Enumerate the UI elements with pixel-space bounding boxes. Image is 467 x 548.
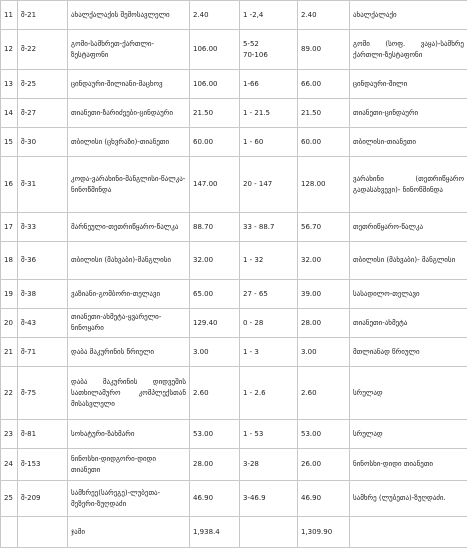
km-range-cell: 1-66	[240, 70, 298, 99]
total-length-cell: 2.60	[190, 367, 240, 420]
table-row	[1, 128, 467, 157]
total-length-sum-cell: 1,938.4	[190, 517, 240, 548]
total-length-cell: 46.90	[190, 481, 240, 517]
road-name-cell: დაბა მაკურინის დიდვეშის სათხილამურო კომპლექსთან მისასვლელი	[68, 367, 190, 420]
fixed-length-sum-cell: 1,309.90	[298, 517, 350, 548]
km-range-cell: 1 - 2.6	[240, 367, 298, 420]
row-number-cell: 12	[1, 30, 18, 70]
road-code-cell: შ-71	[18, 338, 68, 367]
fixed-section-cell: ცინდაური-შილი	[350, 70, 467, 99]
road-code-cell: შ-27	[18, 99, 68, 128]
fixed-length-cell: 21.50	[298, 99, 350, 128]
road-code-cell: შ-36	[18, 242, 68, 280]
total-label-cell: ჯამი	[68, 517, 190, 548]
table-row	[1, 420, 467, 449]
table-row	[1, 338, 467, 367]
road-name-cell: ახალქალაქის შემოსავლელი	[68, 1, 190, 30]
road-code-cell: შ-21	[18, 1, 68, 30]
empty-cell	[1, 517, 18, 548]
km-range-cell: 1 - 21.5	[240, 99, 298, 128]
fixed-length-cell: 66.00	[298, 70, 350, 99]
fixed-section-cell: ვარახინი (თეთრიწყარო გადასახვევი)- ნინოწმინდა	[350, 157, 467, 213]
table-row	[1, 99, 467, 128]
road-code-cell: შ-81	[18, 420, 68, 449]
row-number-cell: 14	[1, 99, 18, 128]
road-code-cell: შ-153	[18, 449, 68, 481]
fixed-section-cell: სრულად	[350, 420, 467, 449]
km-range-cell: 1 - 53	[240, 420, 298, 449]
km-range-cell: 27 - 65	[240, 280, 298, 309]
fixed-length-cell: 2.40	[298, 1, 350, 30]
total-length-cell: 53.00	[190, 420, 240, 449]
total-length-cell: 28.00	[190, 449, 240, 481]
fixed-section-cell: სრულად	[350, 367, 467, 420]
table-row	[1, 242, 467, 280]
km-range-cell: 33 - 88.7	[240, 213, 298, 242]
road-name-cell: თბილისი (მახვაბი)-მანგლისი	[68, 242, 190, 280]
road-code-cell: შ-209	[18, 481, 68, 517]
fixed-length-cell: 3.00	[298, 338, 350, 367]
fixed-section-cell: თიანეთი-ახმეტა	[350, 309, 467, 338]
km-range-cell: 5-52 70-106	[240, 30, 298, 70]
row-number-cell: 19	[1, 280, 18, 309]
road-code-cell: შ-22	[18, 30, 68, 70]
km-range-cell: 3-46.9	[240, 481, 298, 517]
fixed-length-cell: 60.00	[298, 128, 350, 157]
table-row	[1, 1, 467, 30]
km-range-cell: 1 - 60	[240, 128, 298, 157]
fixed-section-cell: ნინოსხი-დიდი თიანეთი	[350, 449, 467, 481]
total-length-cell: 106.00	[190, 30, 240, 70]
road-name-cell: ცინდაური-შილიანი-მაცხოვ	[68, 70, 190, 99]
total-row	[1, 517, 467, 548]
table-row	[1, 280, 467, 309]
road-name-cell: კოდა-ვარახინი-მანგლისი-წალკა-ნინოწმინდა	[68, 157, 190, 213]
road-code-cell: შ-33	[18, 213, 68, 242]
fixed-section-cell: გომი (სოფ. ვაყა)-სამხრე ქართლი-ზესტაფონი	[350, 30, 467, 70]
row-number-cell: 13	[1, 70, 18, 99]
fixed-section-cell: თბილისი (მახვაბი)- მანგლისი	[350, 242, 467, 280]
row-number-cell: 20	[1, 309, 18, 338]
km-range-cell: 3-28	[240, 449, 298, 481]
table-body	[1, 1, 467, 548]
fixed-length-cell: 89.00	[298, 30, 350, 70]
row-number-cell: 25	[1, 481, 18, 517]
empty-cell	[350, 517, 467, 548]
row-number-cell: 21	[1, 338, 18, 367]
road-name-cell: ვაზიანი-გომბორი-თელავი	[68, 280, 190, 309]
total-length-cell: 32.00	[190, 242, 240, 280]
road-name-cell: სოხატური-ზახმარი	[68, 420, 190, 449]
table-row	[1, 367, 467, 420]
table-row	[1, 30, 467, 70]
fixed-length-cell: 39.00	[298, 280, 350, 309]
total-length-cell: 2.40	[190, 1, 240, 30]
fixed-length-cell: 32.00	[298, 242, 350, 280]
fixed-section-cell: სამხრე (ლუბეთა)-ზუღდაძი.	[350, 481, 467, 517]
row-number-cell: 16	[1, 157, 18, 213]
row-number-cell: 18	[1, 242, 18, 280]
table-row	[1, 309, 467, 338]
row-number-cell: 22	[1, 367, 18, 420]
fixed-section-cell: თბილისი-თიანეთი	[350, 128, 467, 157]
road-name-cell: დაბა მაკურინის წრიული	[68, 338, 190, 367]
fixed-length-cell: 46.90	[298, 481, 350, 517]
row-number-cell: 23	[1, 420, 18, 449]
table-row	[1, 157, 467, 213]
road-code-cell: შ-75	[18, 367, 68, 420]
road-name-cell: მარნეული-თეთრიწყარო-წალკა	[68, 213, 190, 242]
road-name-cell: თიანეთი-ახმეტა-ყვარელი-ნინოყარი	[68, 309, 190, 338]
road-code-cell: შ-25	[18, 70, 68, 99]
row-number-cell: 11	[1, 1, 18, 30]
road-name-cell: ნინოსხი-დიდგორი-დიდი თიანეთი	[68, 449, 190, 481]
table-row	[1, 70, 467, 99]
total-length-cell: 147.00	[190, 157, 240, 213]
km-range-cell: 1 - 32	[240, 242, 298, 280]
total-length-cell: 65.00	[190, 280, 240, 309]
fixed-section-cell: მთლიანად წრიული	[350, 338, 467, 367]
fixed-length-cell: 26.00	[298, 449, 350, 481]
empty-cell	[240, 517, 298, 548]
fixed-length-cell: 53.00	[298, 420, 350, 449]
total-length-cell: 106.00	[190, 70, 240, 99]
fixed-length-cell: 128.00	[298, 157, 350, 213]
road-name-cell: თიანეთი-ზარიძეები-ცინდაური	[68, 99, 190, 128]
fixed-length-cell: 56.70	[298, 213, 350, 242]
row-number-cell: 17	[1, 213, 18, 242]
empty-cell	[18, 517, 68, 548]
fixed-section-cell: ახალქალაქი	[350, 1, 467, 30]
road-code-cell: შ-43	[18, 309, 68, 338]
fixed-section-cell: თიანეთი-ცინდაური	[350, 99, 467, 128]
total-length-cell: 21.50	[190, 99, 240, 128]
table-row	[1, 449, 467, 481]
total-length-cell: 3.00	[190, 338, 240, 367]
road-code-cell: შ-38	[18, 280, 68, 309]
fixed-section-cell: სასადილო-თელავი	[350, 280, 467, 309]
fixed-section-cell: თეთრიწყარო-წალკა	[350, 213, 467, 242]
table-row	[1, 213, 467, 242]
total-length-cell: 129.40	[190, 309, 240, 338]
fixed-length-cell: 28.00	[298, 309, 350, 338]
total-length-cell: 88.70	[190, 213, 240, 242]
row-number-cell: 24	[1, 449, 18, 481]
km-range-cell: 1 -2,4	[240, 1, 298, 30]
total-length-cell: 60.00	[190, 128, 240, 157]
table-row	[1, 481, 467, 517]
row-number-cell: 15	[1, 128, 18, 157]
km-range-cell: 20 - 147	[240, 157, 298, 213]
road-name-cell: თბილისი (ცხვრაზი)-თიანეთი	[68, 128, 190, 157]
road-code-cell: შ-30	[18, 128, 68, 157]
km-range-cell: 1 - 3	[240, 338, 298, 367]
road-name-cell: სამხრეე(სარეგე)-ლუბეთა-მეზერი-ზუღდაძი	[68, 481, 190, 517]
km-range-cell: 0 - 28	[240, 309, 298, 338]
road-name-cell: გომი-სამხრეთ-ქართლი-ზესტაფონი	[68, 30, 190, 70]
fixed-length-cell: 2.60	[298, 367, 350, 420]
road-code-cell: შ-31	[18, 157, 68, 213]
